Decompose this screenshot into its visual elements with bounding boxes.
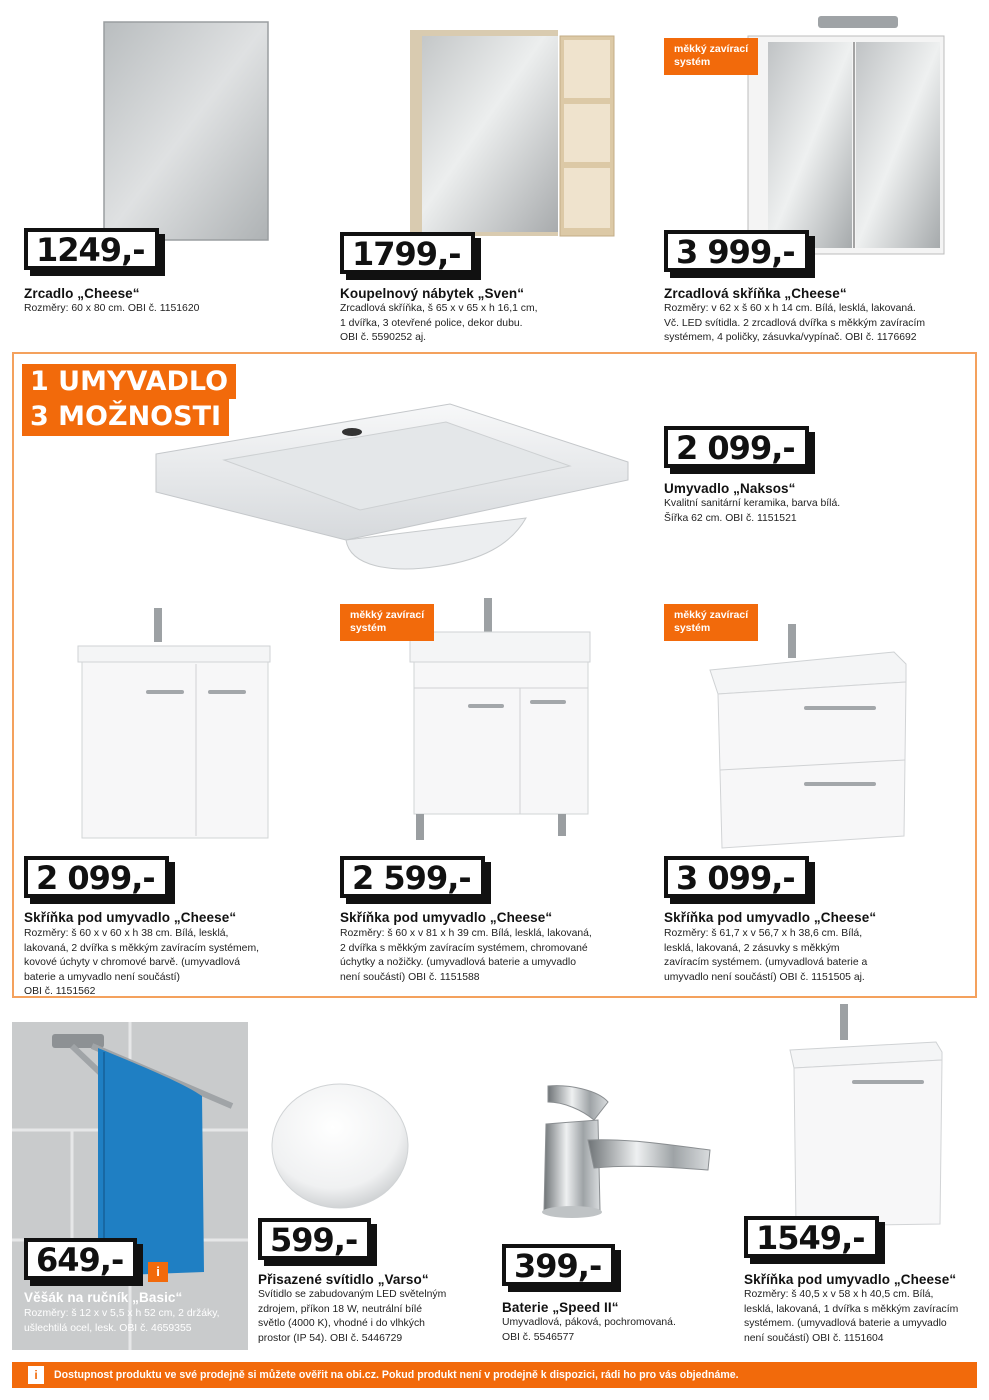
price-tag: 599,-	[258, 1218, 371, 1260]
product-name: Věšák na ručník „Basic“	[24, 1290, 183, 1305]
promo-line-2: 3 MOŽNOSTI	[22, 399, 229, 436]
product-description: Rozměry: š 12 x v 5,5 x h 52 cm, 2 držáky, ušlechtilá ocel, lesk. OBI č. 4659355	[24, 1308, 220, 1334]
price-tag: 2 599,-	[340, 856, 485, 898]
product-description: Umyvadlová, páková, pochromovaná. OBI č. 5546577	[502, 1317, 676, 1343]
washbasin-image	[150, 396, 634, 578]
price-tag: 1249,-	[24, 228, 159, 270]
soft-close-badge: měkký zavírací systém	[664, 604, 758, 641]
price-tag: 2 099,-	[24, 856, 169, 898]
product-description: Rozměry: v 62 x š 60 x h 14 cm. Bílá, lesklá, lakovaná. Vč. LED svítidla. 2 zrcadlová dvířka s měkkým zavíracím systémem, 4 poličky, zásuvka/vypínač. OBI č. 1176692	[664, 303, 925, 343]
mirror-cabinet-image	[738, 14, 948, 258]
vanity-cabinet-image	[408, 596, 592, 846]
price-tag: 649,-	[24, 1238, 137, 1280]
price-tag: 1549,-	[744, 1216, 879, 1258]
product-description: Kvalitní sanitární keramika, barva bílá. Šířka 62 cm. OBI č. 1151521	[664, 498, 841, 524]
product-description: Rozměry: š 60 x v 60 x h 38 cm. Bílá, lesklá, lakovaná, 2 dvířka s měkkým zavíracím systémem, kovové úchyty v chromové barvě. (umyvadlová baterie a umyvadlo není součástí) OBI č. 1151562	[24, 928, 260, 997]
price-tag: 2 099,-	[664, 426, 809, 468]
product-description: Svítidlo se zabudovaným LED světelným zdrojem, příkon 18 W, neutrální bílé světlo (4000 K), vhodné i do vlhkých prostor (IP 54). OBI č. 5446729	[258, 1289, 447, 1344]
vanity-cabinet-image	[76, 606, 272, 840]
soft-close-badge: měkký zavírací systém	[664, 38, 758, 75]
promo-line-1: 1 UMYVADLO	[22, 364, 236, 399]
product-name: Skříňka pod umyvadlo „Cheese“	[24, 910, 237, 925]
product-name: Skříňka pod umyvadlo „Cheese“	[664, 910, 877, 925]
price-tag: 3 999,-	[664, 230, 809, 272]
product-description: Rozměry: š 40,5 x v 58 x h 40,5 cm. Bílá, lesklá, lakovaná, 1 dvířka s měkkým zavíracím systémem. (umyvadlová baterie a umyvadlo není součástí) OBI č. 1151604	[744, 1289, 959, 1344]
footer-text: Dostupnost produktu ve své prodejně si můžete ověřit na obi.cz. Pokud produkt není v prodejně k dispozici, rádi ho pro vás objednáme.	[54, 1369, 739, 1381]
footer-bar	[12, 1362, 977, 1388]
product-name: Skříňka pod umyvadlo „Cheese“	[744, 1272, 957, 1287]
price-tag: 3 099,-	[664, 856, 809, 898]
product-name: Přisazené svítidlo „Varso“	[258, 1272, 429, 1287]
product-description: Rozměry: 60 x 80 cm. OBI č. 1151620	[24, 303, 200, 314]
soft-close-badge: měkký zavírací systém	[340, 604, 434, 641]
sven-cabinet-image	[408, 28, 616, 244]
price-tag: 1799,-	[340, 232, 475, 274]
info-icon: i	[28, 1366, 44, 1384]
faucet-image	[528, 1080, 718, 1222]
ceiling-lamp-image	[268, 1078, 412, 1212]
vanity-cabinet-image	[708, 622, 908, 852]
product-name: Zrcadlová skříňka „Cheese“	[664, 286, 847, 301]
info-icon: i	[148, 1262, 168, 1282]
vanity-cabinet-image	[786, 1002, 946, 1228]
product-name: Koupelnový nábytek „Sven“	[340, 286, 525, 301]
product-name: Baterie „Speed II“	[502, 1300, 619, 1315]
price-tag: 399,-	[502, 1244, 615, 1286]
product-description: Rozměry: š 61,7 x v 56,7 x h 38,6 cm. Bílá, lesklá, lakovaná, 2 zásuvky s měkkým zavíracím systémem. (umyvadlová baterie a umyvadlo není součástí) OBI č. 1151505 aj.	[664, 928, 868, 983]
mirror-image	[100, 18, 272, 244]
product-description: Rozměry: š 60 x v 81 x h 39 cm. Bílá, lesklá, lakovaná, 2 dvířka s měkkým zavíracím systémem, chromované úchytky a nožičky. (umyvadlová baterie a umyvadlo není součástí) OBI č. 1151588	[340, 928, 592, 983]
product-name: Skříňka pod umyvadlo „Cheese“	[340, 910, 553, 925]
product-name: Umyvadlo „Naksos“	[664, 481, 796, 496]
product-name: Zrcadlo „Cheese“	[24, 286, 140, 301]
product-description: Zrcadlová skříňka, š 65 x v 65 x h 16,1 cm, 1 dvířka, 3 otevřené police, dekor dubu. OBI č. 5590252 aj.	[340, 303, 538, 343]
